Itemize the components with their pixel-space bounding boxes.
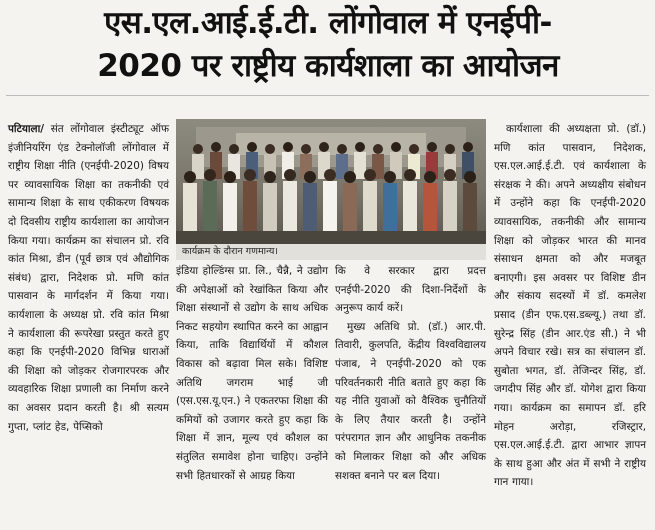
headline bbox=[8, 2, 648, 88]
group-photo-image bbox=[176, 119, 486, 244]
article-column-2-text: इंडिया होल्डिंग्स प्रा. लि., चैन्नै, ने उद्योग की अपेक्षाओं को रेखांकित किया और शिक्षा संस्थानों से उद्योग के साथ अधिक निकट सहयोग स्थापित करने का आह्वान किया, ताकि विद्यार्थियों में कौशल विकास को बढ़ावा मिल सके। विशिष्ट अतिथि जगराम भाई जी (एस.एस.यू.एन.) ने एकतरफा शिक्षा की कमियों को उजागर करते हुए कहा कि शिक्षा में ज्ञान, मूल्य एवं कौशल का संतुलित समावेश होना चाहिए। उन्होंने सभी हितधारकों से आग्रह किया bbox=[176, 265, 328, 482]
article-column-3-paragraph-1: कि वे सरकार द्वारा प्रदत्त एनईपी-2020 की दिशा-निर्देशों के अनुरूप कार्य करें। bbox=[335, 265, 486, 315]
article-column-1 bbox=[8, 120, 169, 436]
article-column-4 bbox=[494, 120, 646, 492]
headline-divider bbox=[6, 95, 649, 96]
headline-line-2: 2020 पर राष्ट्रीय कार्यशाला का आयोजन bbox=[97, 48, 559, 84]
article-paragraph-1 bbox=[8, 120, 169, 436]
article-column-4-text: कार्यशाला की अध्यक्षता प्रो. (डॉ.) मणि कांत पासवान, निदेशक, एस.एल.आई.ई.टी. एवं कार्यशाला के संरक्षक ने की। अपने अध्यक्षीय संबोधन में उन्होंने कहा कि एनईपी-2020 व्यावसायिक, तकनीकी और सामान्य शिक्षा को जोड़कर भारत की मानव संसाधन क्षमता को और मजबूत बनाएगी। इस अवसर पर विशिष्ट डीन और संकाय सदस्यों में डॉ. कमलेश प्रसाद (डीन एफ.एस.डब्ल्यू.) तथा डॉ. सुरेन्द्र सिंह (डीन आर.एंड सी.) ने भी अपने विचार रखे। सत्र का संचालन डॉ. सुबोता भगत, डॉ. तेजिन्दर सिंह, डॉ. जगदीप सिंह और डॉ. योगेश द्वारा किया गया। कार्यक्रम का समापन डॉ. हरि मोहन अरोड़ा, रजिस्ट्रार, एस.एल.आई.ई.टी. द्वारा आभार ज्ञापन के साथ हुआ और अंत में सभी ने राष्ट्रीय गान गाया। bbox=[494, 123, 646, 489]
photo-caption: कार्यक्रम के दौरान गणमान्य। bbox=[176, 244, 486, 260]
article-column-2 bbox=[176, 262, 328, 485]
article-column-1-text: संत लोंगोवाल इंस्टीट्यूट ऑफ इंजीनियरिंग एंड टेक्नोलॉजी लोंगोवाल में राष्ट्रीय शिक्षा नीति (एनईपी-2020) विषय पर व्यावसायिक शिक्षा का तकनीकी एवं सामान्य शिक्षा के साथ एकीकरण विषयक दो दिवसीय राष्ट्रीय कार्यशाला का आयोजन किया गया। कार्यक्रम का संचालन प्रो. रवि कांत मिश्रा, डीन (पूर्व छात्र एवं औद्योगिक संबंध) द्वारा, निदेशक प्रो. मणि कांत पासवान के मार्गदर्शन में किया गया। कार्यशाला के अध्यक्ष प्रो. रवि कांत मिश्रा ने कार्यशाला की रूपरेखा प्रस्तुत करते हुए कहा कि एनईपी-2020 विभिन्न धाराओं की शिक्षा को जोड़कर रोजगारपरक और व्यवहारिक शिक्षा प्रणाली का निर्माण करने का अवसर प्रदान करती है। श्री सत्यम गुप्ता, प्लांट हेड, पेप्सिको bbox=[8, 123, 169, 433]
article-column-3 bbox=[335, 262, 486, 485]
event-photo bbox=[176, 119, 486, 244]
article-column-3-paragraph-2: मुख्य अतिथि प्रो. (डॉ.) आर.पी. तिवारी, कुलपति, केंद्रीय विश्वविद्यालय पंजाब, ने एनईपी-2020 को एक परिवर्तनकारी नीति बताते हुए कहा कि यह नीति युवाओं को वैश्विक चुनौतियों के लिए तैयार करती है। उन्होंने परंपरागत ज्ञान और आधुनिक तकनीक को मिलाकर शिक्षा को और अधिक सशक्त बनाने पर बल दिया। bbox=[335, 320, 486, 482]
dateline: पटियाला/ bbox=[8, 123, 45, 135]
headline-line-1: एस.एल.आई.ई.टी. लोंगोवाल में एनईपी- bbox=[104, 5, 552, 41]
